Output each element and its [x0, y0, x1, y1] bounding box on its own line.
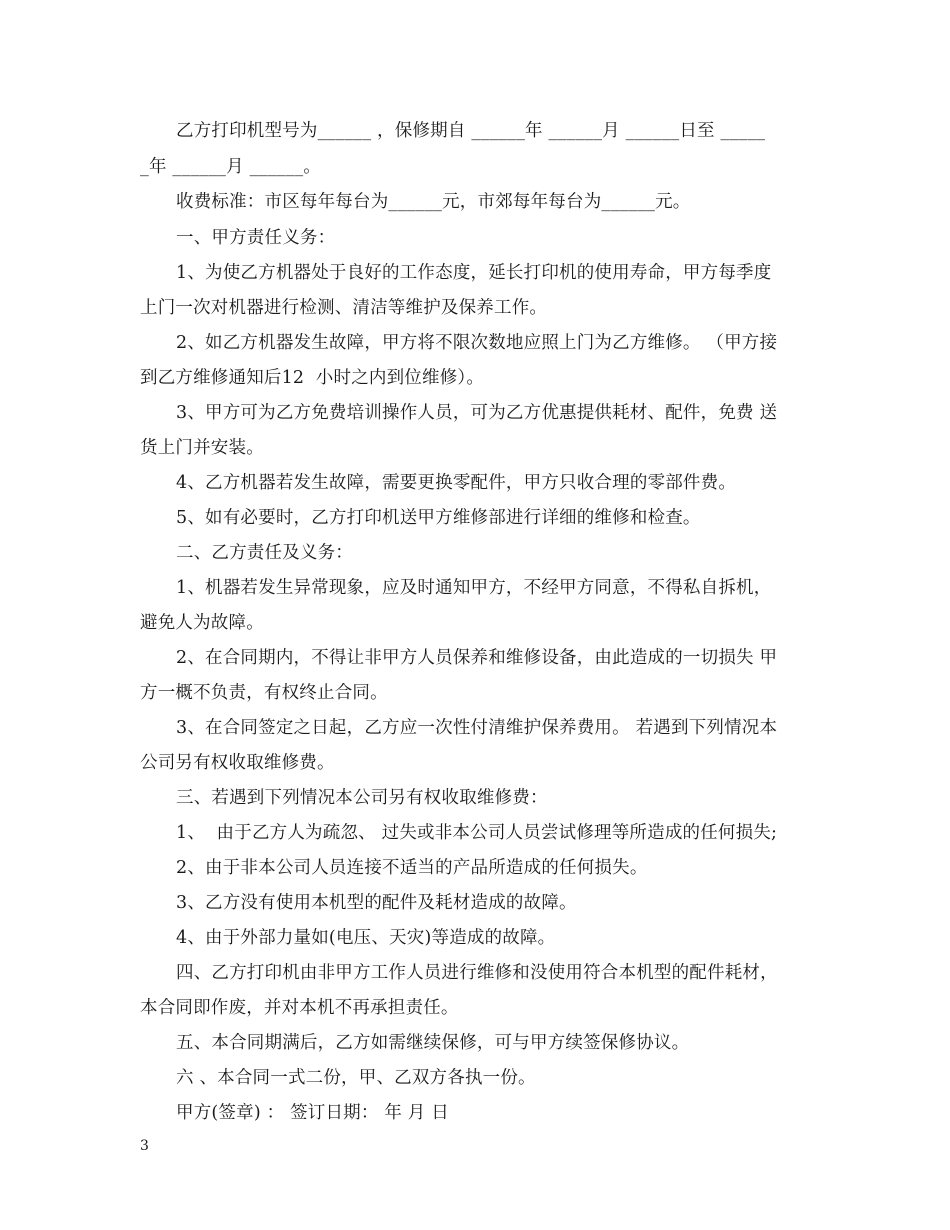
text-line: 本合同即作废，并对本机不再承担责任。 — [140, 998, 459, 1018]
text-line: 3、乙方没有使用本机型的配件及耗材造成的故障。 — [176, 893, 577, 913]
text-line: 1、 由于乙方人为疏忽、 过失或非本公司人员尝试修理等所造成的任何损失; — [176, 823, 778, 843]
text-line: _年 ______月 ______。 — [140, 157, 321, 177]
text-line: 货上门并安装。 — [140, 438, 264, 458]
text-line: 4、乙方机器若发生故障，需要更换零配件，甲方只收合理的零部件费。 — [176, 473, 737, 493]
section-heading: 一、甲方责任义务： — [176, 228, 336, 248]
text-line: 1、为使乙方机器处于良好的工作态度，延长打印机的使用寿命，甲方每季度 — [176, 263, 772, 283]
text-line: 避免人为故障。 — [140, 613, 264, 633]
text-line: 2、由于非本公司人员连接不适当的产品所造成的任何损失。 — [176, 858, 648, 878]
text-line: 乙方打印机型号为______ ，保修期自 ______年 ______月 ______日至 _____ — [176, 121, 766, 141]
page-number: 3 — [140, 1138, 149, 1154]
text-line: 2、如乙方机器发生故障，甲方将不限次数地应照上门为乙方维修。 （甲方接 — [176, 333, 778, 353]
section-heading: 二、乙方责任及义务： — [176, 543, 353, 563]
text-line: 收费标准：市区每年每台为______元，市郊每年每台为______元。 — [176, 192, 691, 212]
section-heading: 三、若遇到下列情况本公司另有权收取维修费： — [176, 788, 548, 808]
signature-line: 甲方(签章) ： 签订日期： 年 月 日 — [176, 1103, 449, 1123]
text-line: 上门一次对机器进行检测、清洁等维护及保养工作。 — [140, 298, 548, 318]
text-line: 4、由于外部力量如(电压、天灾)等造成的故障。 — [176, 928, 556, 948]
section-heading: 五、本合同期满后，乙方如需继续保修，可与甲方续签保修协议。 — [176, 1033, 690, 1053]
text-line: 1、机器若发生异常现象，应及时通知甲方，不经甲方同意，不得私自拆机， — [176, 578, 772, 598]
section-heading: 六 、本合同一式二份，甲、乙双方各执一份。 — [176, 1068, 536, 1088]
text-line: 2、在合同期内，不得让非甲方人员保养和维修设备，由此造成的一切损失 甲 — [176, 648, 778, 668]
text-line: 3、甲方可为乙方免费培训操作人员，可为乙方优惠提供耗材、配件，免费 送 — [176, 403, 778, 423]
text-line: 3、在合同签定之日起，乙方应一次性付清维护保养费用。 若遇到下列情况本 — [176, 718, 778, 738]
text-line: 方一概不负责，有权终止合同。 — [140, 683, 388, 703]
text-line: 5、如有必要时，乙方打印机送甲方维修部进行详细的维修和检查。 — [176, 508, 701, 528]
text-line: 公司另有权收取维修费。 — [140, 753, 335, 773]
section-heading: 四、乙方打印机由非甲方工作人员进行维修和没使用符合本机型的配件耗材， — [176, 963, 778, 983]
text-line: 到乙方维修通知后12 小时之内到位维修）。 — [140, 368, 485, 388]
